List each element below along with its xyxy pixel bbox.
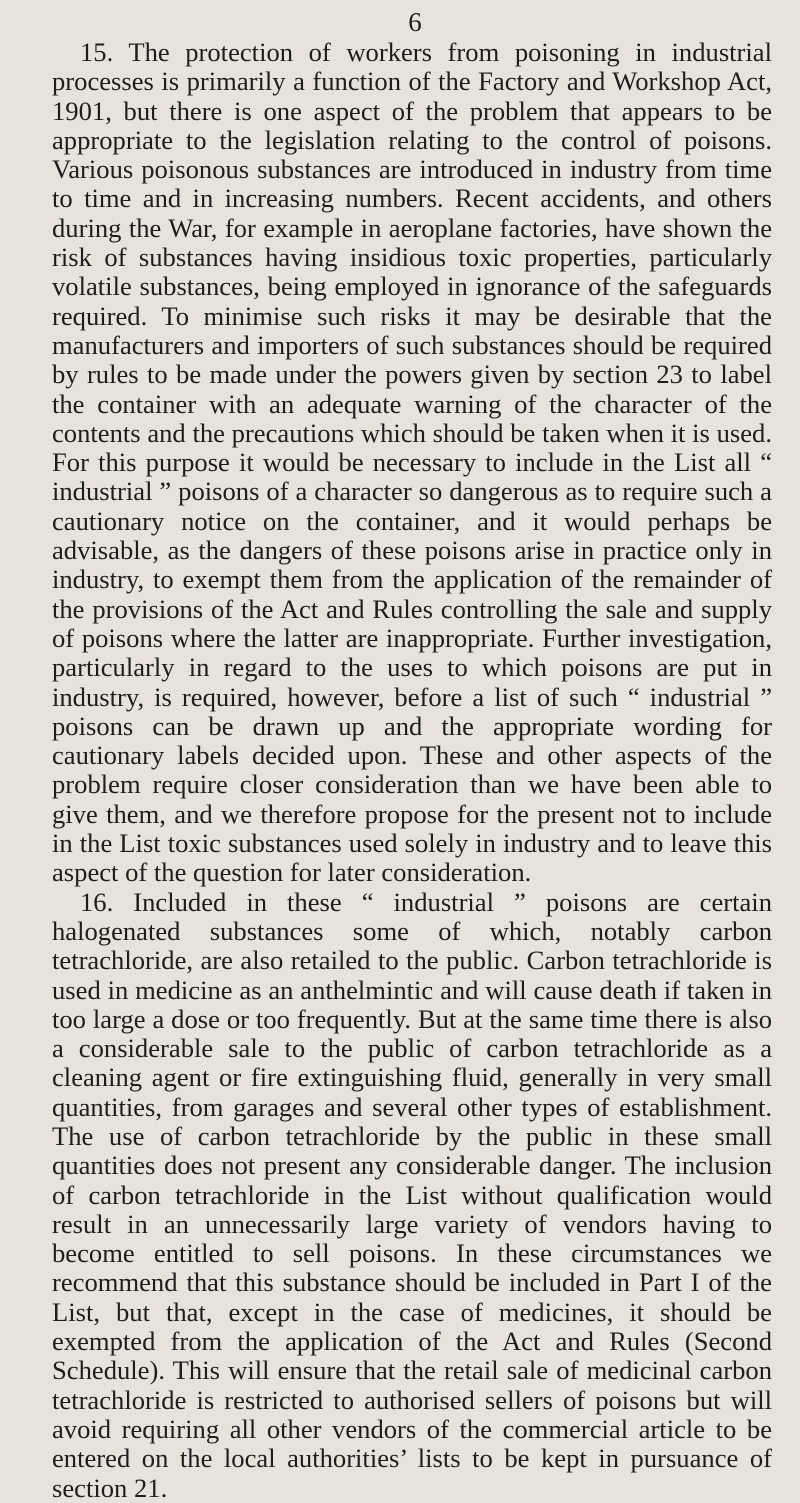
page-number: 6	[408, 7, 422, 37]
paragraph-16: 16. Included in these “ industrial ” poisons are certain halogenated substances some of which, notably carbon tetrachloride, are also retailed to the public. Carbon tetrachloride is used in medicine as an anthelmintic and will cause death if taken in too large a dose or too frequently. But at the same time there is also a considerable sale to the public of carbon tetrachloride as a cleaning agent or fire extinguishing fluid, generally in very small quantities, from garages and several other types of establishment. The use of carbon tetrachloride by the public in these small quantities does not present any considerable danger. The inclusion of carbon tetrachloride in the List without qualification would result in an unnecessarily large variety of vendors having to become entitled to sell poisons. In these circumstances we recommend that this substance should be included in Part I of the List, but that, except in the case of medicines, it should be exempted from the application of the Act and Rules (Second Schedule). This will ensure that the retail sale of medicinal carbon tetrachloride is restricted to authorised sellers of poisons but will avoid requiring all other vendors of the commercial article to be entered on the local authorities’ lists to be kept in pursuance of section 21.	[52, 886, 772, 1503]
paragraph-15: 15. The protection of workers from poisoning in industrial processes is primarily a function of the Factory and Workshop Act, 1901, but there is one aspect of the problem that appears to be appropriate to the legislation relating to the control of poisons. Various poisonous substances are introduced in industry from time to time and in increasing numbers. Recent accidents, and others during the War, for example in aeroplane factories, have shown the risk of substances having insidious toxic properties, particularly volatile substances, being employed in ignorance of the safeguards required. To minimise such risks it may be desirable that the manufacturers and importers of such substances should be required by rules to be made under the powers given by section 23 to label the container with an adequate warning of the character of the contents and the precautions which should be taken when it is used. For this purpose it would be necessary to include in the List all “ industrial ” poisons of a character so dangerous as to require such a cautionary notice on the container, and it would perhaps be advisable, as the dangers of these poisons arise in practice only in industry, to exempt them from the application of the remainder of the provisions of the Act and Rules controlling the sale and supply of poisons where the latter are inappropriate. Further investigation, particularly in regard to the uses to which poisons are put in industry, is required, however, before a list of such “ industrial ” poisons can be drawn up and the appropriate wording for cautionary labels decided upon. These and other aspects of the problem require closer consideration than we have been able to give them, and we therefore propose for the present not to include in the List toxic substances used solely in industry and to leave this aspect of the question for later consideration.	[52, 37, 772, 888]
